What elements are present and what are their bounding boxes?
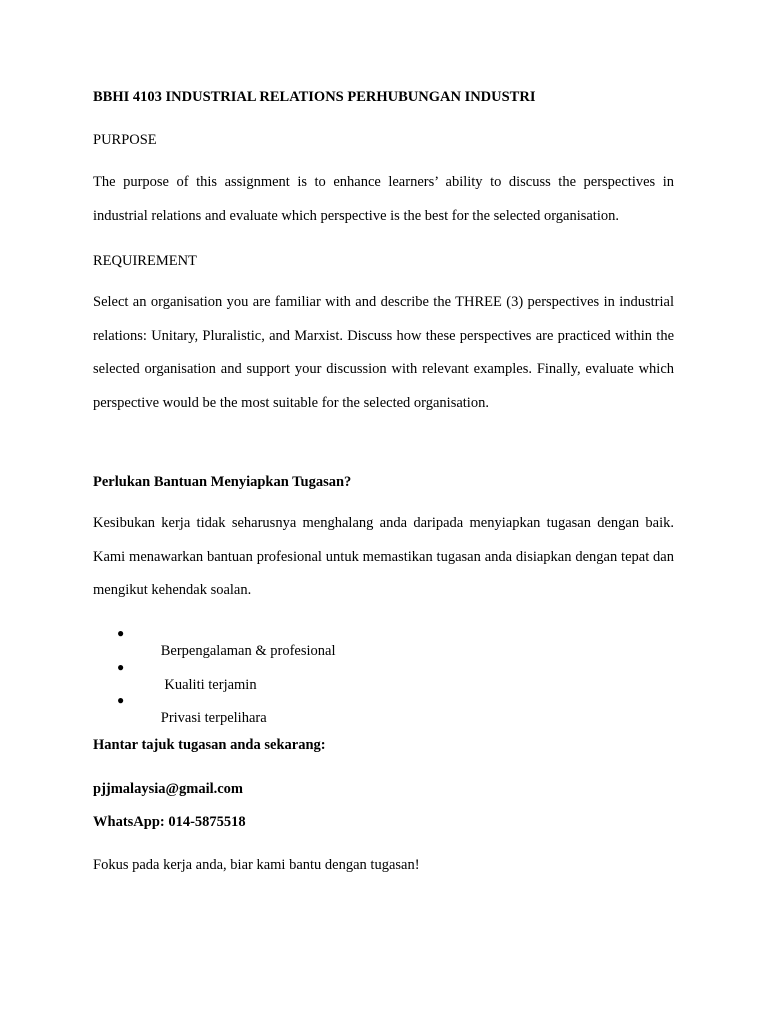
list-item — [93, 691, 336, 725]
document-title: BBHI 4103 INDUSTRIAL RELATIONS PERHUBUNGAN INDUSTRI — [93, 89, 536, 105]
requirement-text: Select an organisation you are familiar with and describe the THREE (3) perspectives in industrial relations: Unitary, Pluralistic, and Marxist. Discuss how these perspectives are practiced within the selected organisation and support your discussion with relevant examples. Finally, evaluate which perspective would be the most suitable for the selected organisation. — [93, 294, 674, 411]
purpose-heading: PURPOSE — [93, 132, 157, 148]
help-text: Kesibukan kerja tidak seharusnya menghalang anda daripada menyiapkan tugasan dengan baik. Kami menawarkan bantuan profesional untuk memastikan tugasan anda disiapkan dengan tepat dan mengikut kehendak soalan. — [93, 515, 674, 598]
list-item-text: Berpengalaman & profesional — [160, 643, 336, 659]
bullet-icon: ● — [117, 626, 125, 640]
requirement-paragraph — [93, 286, 674, 420]
purpose-paragraph — [93, 166, 674, 233]
help-paragraph — [93, 507, 674, 608]
send-heading: Hantar tajuk tugasan anda sekarang: — [93, 737, 326, 753]
email-address[interactable]: pjjmalaysia@gmail.com — [93, 781, 244, 797]
list-item-text: Kualiti terjamin — [160, 676, 257, 693]
list-item-text: Privasi terpelihara — [160, 710, 267, 726]
purpose-text: The purpose of this assignment is to enhance learners’ ability to discuss the perspectives in industrial relations and evaluate which perspective is the best for the selected organisation. — [93, 174, 674, 224]
whatsapp-number[interactable]: WhatsApp: 014-5875518 — [93, 814, 246, 830]
requirement-heading: REQUIREMENT — [93, 253, 197, 269]
list-item — [93, 658, 336, 692]
feature-list — [93, 624, 336, 725]
bullet-icon: ● — [117, 659, 125, 674]
closing-line: Fokus pada kerja anda, biar kami bantu dengan tugasan! — [93, 857, 420, 873]
bullet-icon: ● — [117, 693, 125, 707]
help-heading: Perlukan Bantuan Menyiapkan Tugasan? — [93, 474, 352, 490]
list-item — [93, 624, 336, 658]
